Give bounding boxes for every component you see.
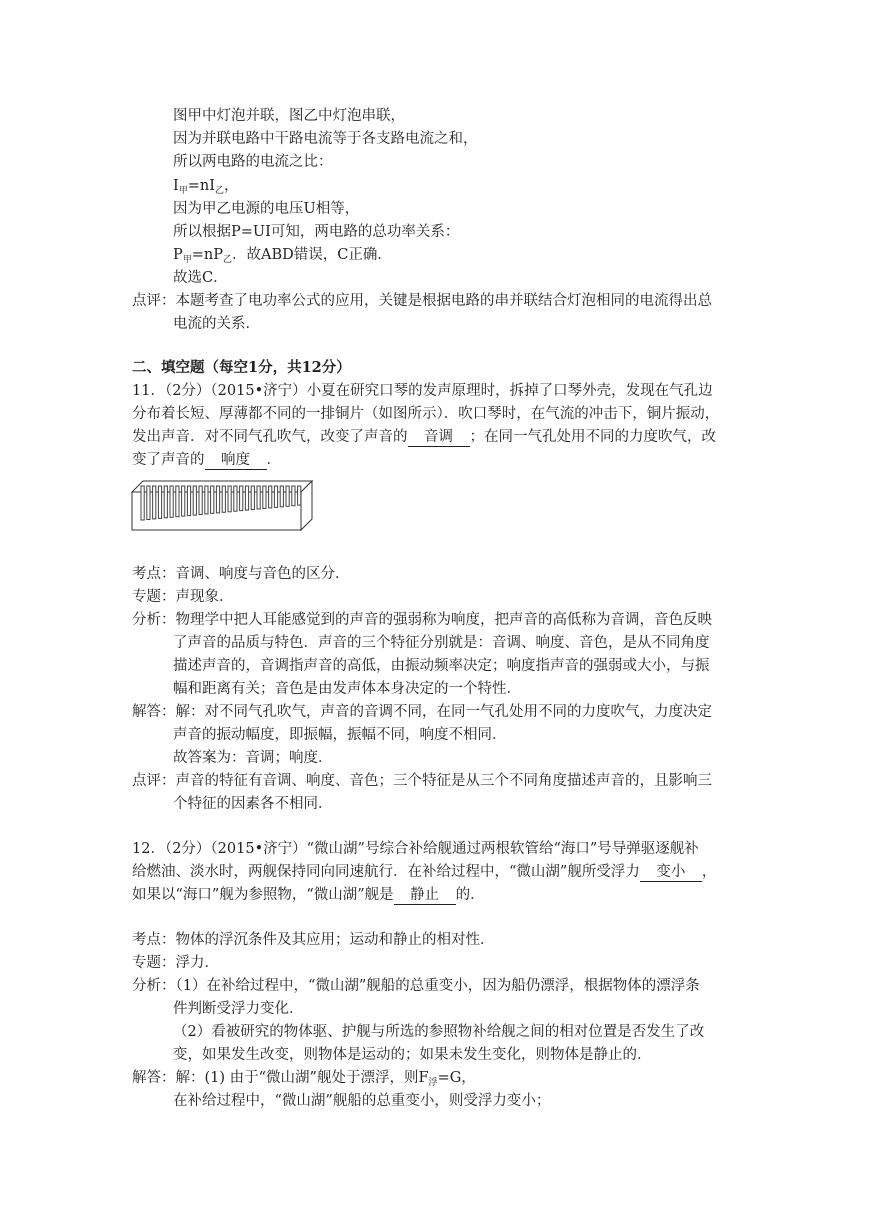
question-text: ；在同一气孔处用不同的力度吹气，改 — [469, 429, 716, 445]
formula-subscript: 浮 — [428, 1078, 438, 1088]
formula-subscript: 甲 — [178, 186, 188, 196]
dianping-label: 点评： — [132, 773, 176, 789]
fenxi-text: （2）看被研究的物体驱、护舰与所选的参照物补给舰之间的相对位置是否发生了改 — [173, 1024, 705, 1040]
reed-bar — [199, 486, 202, 515]
reed-bar — [141, 486, 144, 520]
answer-line: 因为并联电路中干路电流等于各支路电流之和， — [173, 131, 478, 147]
zhuanti-text: 声现象． — [175, 589, 234, 605]
reed-bar — [211, 486, 214, 513]
fenxi-row — [132, 609, 712, 631]
reed-bar — [263, 486, 266, 508]
reed-bar — [216, 486, 219, 513]
fenxi-text: 描述声音的，音调指声音的高低，由振动频率决定；响度指声音的强弱或大小，与振 — [173, 658, 710, 674]
jieda-label: 解答： — [132, 1070, 176, 1086]
formula-text: ．故ABD错误，C正确． — [232, 247, 392, 263]
answer-blank: 音调 — [408, 428, 470, 447]
question-line: 分布着长短、厚薄都不同的一排铜片（如图所示）．吹口琴时，在气流的冲击下，铜片振动， — [132, 406, 720, 422]
question-text: ， — [701, 864, 717, 880]
dianping-text: 声音的特征有音调、响度、音色；三个特征是从三个不同角度描述声音的，且影响三 — [175, 773, 712, 789]
reed-bar — [269, 486, 272, 508]
question-line — [132, 884, 485, 906]
jieda-text: 解：(1) 由于“微山湖”舰处于漂浮，则F — [175, 1070, 429, 1086]
question-line: 12．（2分）（2015•济宁）“微山湖”号综合补给舰通过两根软管给“海口”号导弹驱逐舰补 — [132, 841, 699, 857]
formula-text: I — [173, 178, 179, 194]
harmonica-reed-figure — [131, 480, 313, 532]
reed-bar — [228, 486, 231, 512]
answer-line: 所以根据P=UI可知，两电路的总功率关系： — [173, 224, 460, 240]
zhuanti-text: 浮力． — [175, 955, 219, 971]
zhuanti-label: 专题： — [132, 589, 176, 605]
dianping-row — [132, 770, 712, 792]
formula-subscript: 乙 — [214, 186, 224, 196]
fenxi-text: （1）在补给过程中，“微山湖”舰船的总重变小，因为船仍漂浮，根据物体的漂浮条 — [175, 978, 700, 994]
question-text: 的． — [455, 887, 485, 903]
reed-bar — [274, 486, 277, 507]
reed-bar — [158, 486, 161, 518]
kaodian-row — [132, 929, 495, 951]
section-title: 二、填空题（每空1分，共12分） — [132, 359, 351, 376]
answer-line: 因为甲乙电源的电压U相等， — [173, 201, 360, 217]
reed-bar — [222, 486, 225, 512]
answer-blank: 响度 — [205, 451, 267, 470]
reed-bar — [286, 486, 289, 506]
question-line — [132, 426, 716, 448]
reed-bar — [187, 486, 190, 516]
fenxi-text: 幅和距离有关；音色是由发声体本身决定的一个特性． — [173, 681, 521, 697]
question-line — [132, 861, 716, 883]
answer-line: 故选C． — [173, 270, 228, 286]
reed-bar — [245, 486, 248, 510]
zhuanti-row — [132, 952, 219, 974]
formula-subscript: 甲 — [182, 255, 192, 265]
comment-text: 电流的关系． — [173, 316, 260, 332]
reed-bar — [280, 486, 283, 507]
reed-bar — [234, 486, 237, 511]
reed-bar — [193, 486, 196, 515]
fenxi-text: 变，如果发生改变，则物体是运动的；如果未发生变化，则物体是静止的． — [173, 1047, 652, 1063]
answer-line: 图甲中灯泡并联，图乙中灯泡串联， — [173, 108, 405, 124]
kaodian-text: 物体的浮沉条件及其应用；运动和静止的相对性． — [175, 932, 495, 948]
reed-bar — [153, 486, 156, 519]
fenxi-text: 物理学中把人耳能感觉到的声音的强弱称为响度，把声音的高低称为音调，音色反映 — [175, 612, 712, 628]
reed-bar — [292, 486, 295, 506]
formula-text: ， — [223, 178, 239, 194]
reed-bar — [182, 486, 185, 516]
answer-line: 所以两电路的电流之比： — [173, 154, 333, 170]
jieda-text: =G， — [437, 1070, 476, 1086]
jieda-text: 声音的振动幅度，即振幅，振幅不同，响度不相同． — [173, 727, 507, 743]
reed-bar — [257, 486, 260, 509]
comment-label: 点评： — [132, 293, 176, 309]
answer-blank: 静止 — [394, 886, 456, 905]
fenxi-text: 件判断受浮力变化． — [173, 1001, 304, 1017]
fenxi-text: 了声音的品质与特色．声音的三个特征分别就是：音调、响度、音色，是从不同角度 — [173, 635, 710, 651]
kaodian-text: 音调、响度与音色的区分． — [175, 566, 350, 582]
kaodian-label: 考点： — [132, 932, 176, 948]
reed-bar — [251, 486, 254, 510]
formula-text: P — [173, 247, 183, 263]
jieda-text: 解：对不同气孔吹气，声音的音调不同，在同一气孔处用不同的力度吹气，力度决定 — [175, 704, 712, 720]
question-line: 11．（2分）（2015•济宁）小夏在研究口琴的发声原理时，拆掉了口琴外壳，发现在气孔边 — [132, 383, 713, 399]
reed-bar — [176, 486, 179, 517]
dianping-text: 个特征的因素各不相同． — [173, 796, 333, 812]
zhuanti-label: 专题： — [132, 955, 176, 971]
jieda-text: 在补给过程中，“微山湖”舰船的总重变小，则受浮力变小； — [173, 1093, 551, 1109]
jieda-label: 解答： — [132, 704, 176, 720]
question-text: ． — [266, 452, 281, 468]
formula-subscript: 乙 — [223, 255, 233, 265]
jieda-row — [132, 701, 712, 723]
answer-blank: 变小 — [640, 863, 702, 882]
question-text: 如果以“海口”舰为参照物，“微山湖”舰是 — [132, 887, 394, 903]
reed-bar — [147, 486, 150, 520]
reed-bar — [205, 486, 208, 514]
formula-text: =nP — [191, 247, 224, 263]
question-line — [132, 449, 281, 471]
reed-bar — [240, 486, 243, 511]
question-text: 变了声音的 — [132, 452, 205, 468]
fenxi-row — [132, 975, 700, 997]
fenxi-label: 分析： — [132, 978, 176, 994]
kaodian-row — [132, 563, 350, 585]
question-text: 发出声音．对不同气孔吹气，改变了声音的 — [132, 429, 408, 445]
comment-text: 本题考查了电功率公式的应用，关键是根据电路的串并联结合灯泡相同的电流得出总 — [175, 293, 712, 309]
fenxi-label: 分析： — [132, 612, 176, 628]
reed-bar — [164, 486, 167, 518]
kaodian-label: 考点： — [132, 566, 176, 582]
jieda-text: 故答案为：音调；响度． — [173, 750, 333, 766]
reed-bar — [298, 486, 301, 505]
question-text: 给燃油、淡水时，两舰保持同向同速航行．在补给过程中，“微山湖”舰所受浮力 — [132, 864, 640, 880]
zhuanti-row — [132, 586, 234, 608]
reed-bar — [170, 486, 173, 517]
comment-block — [132, 290, 712, 312]
formula-text: =nI — [187, 178, 215, 194]
